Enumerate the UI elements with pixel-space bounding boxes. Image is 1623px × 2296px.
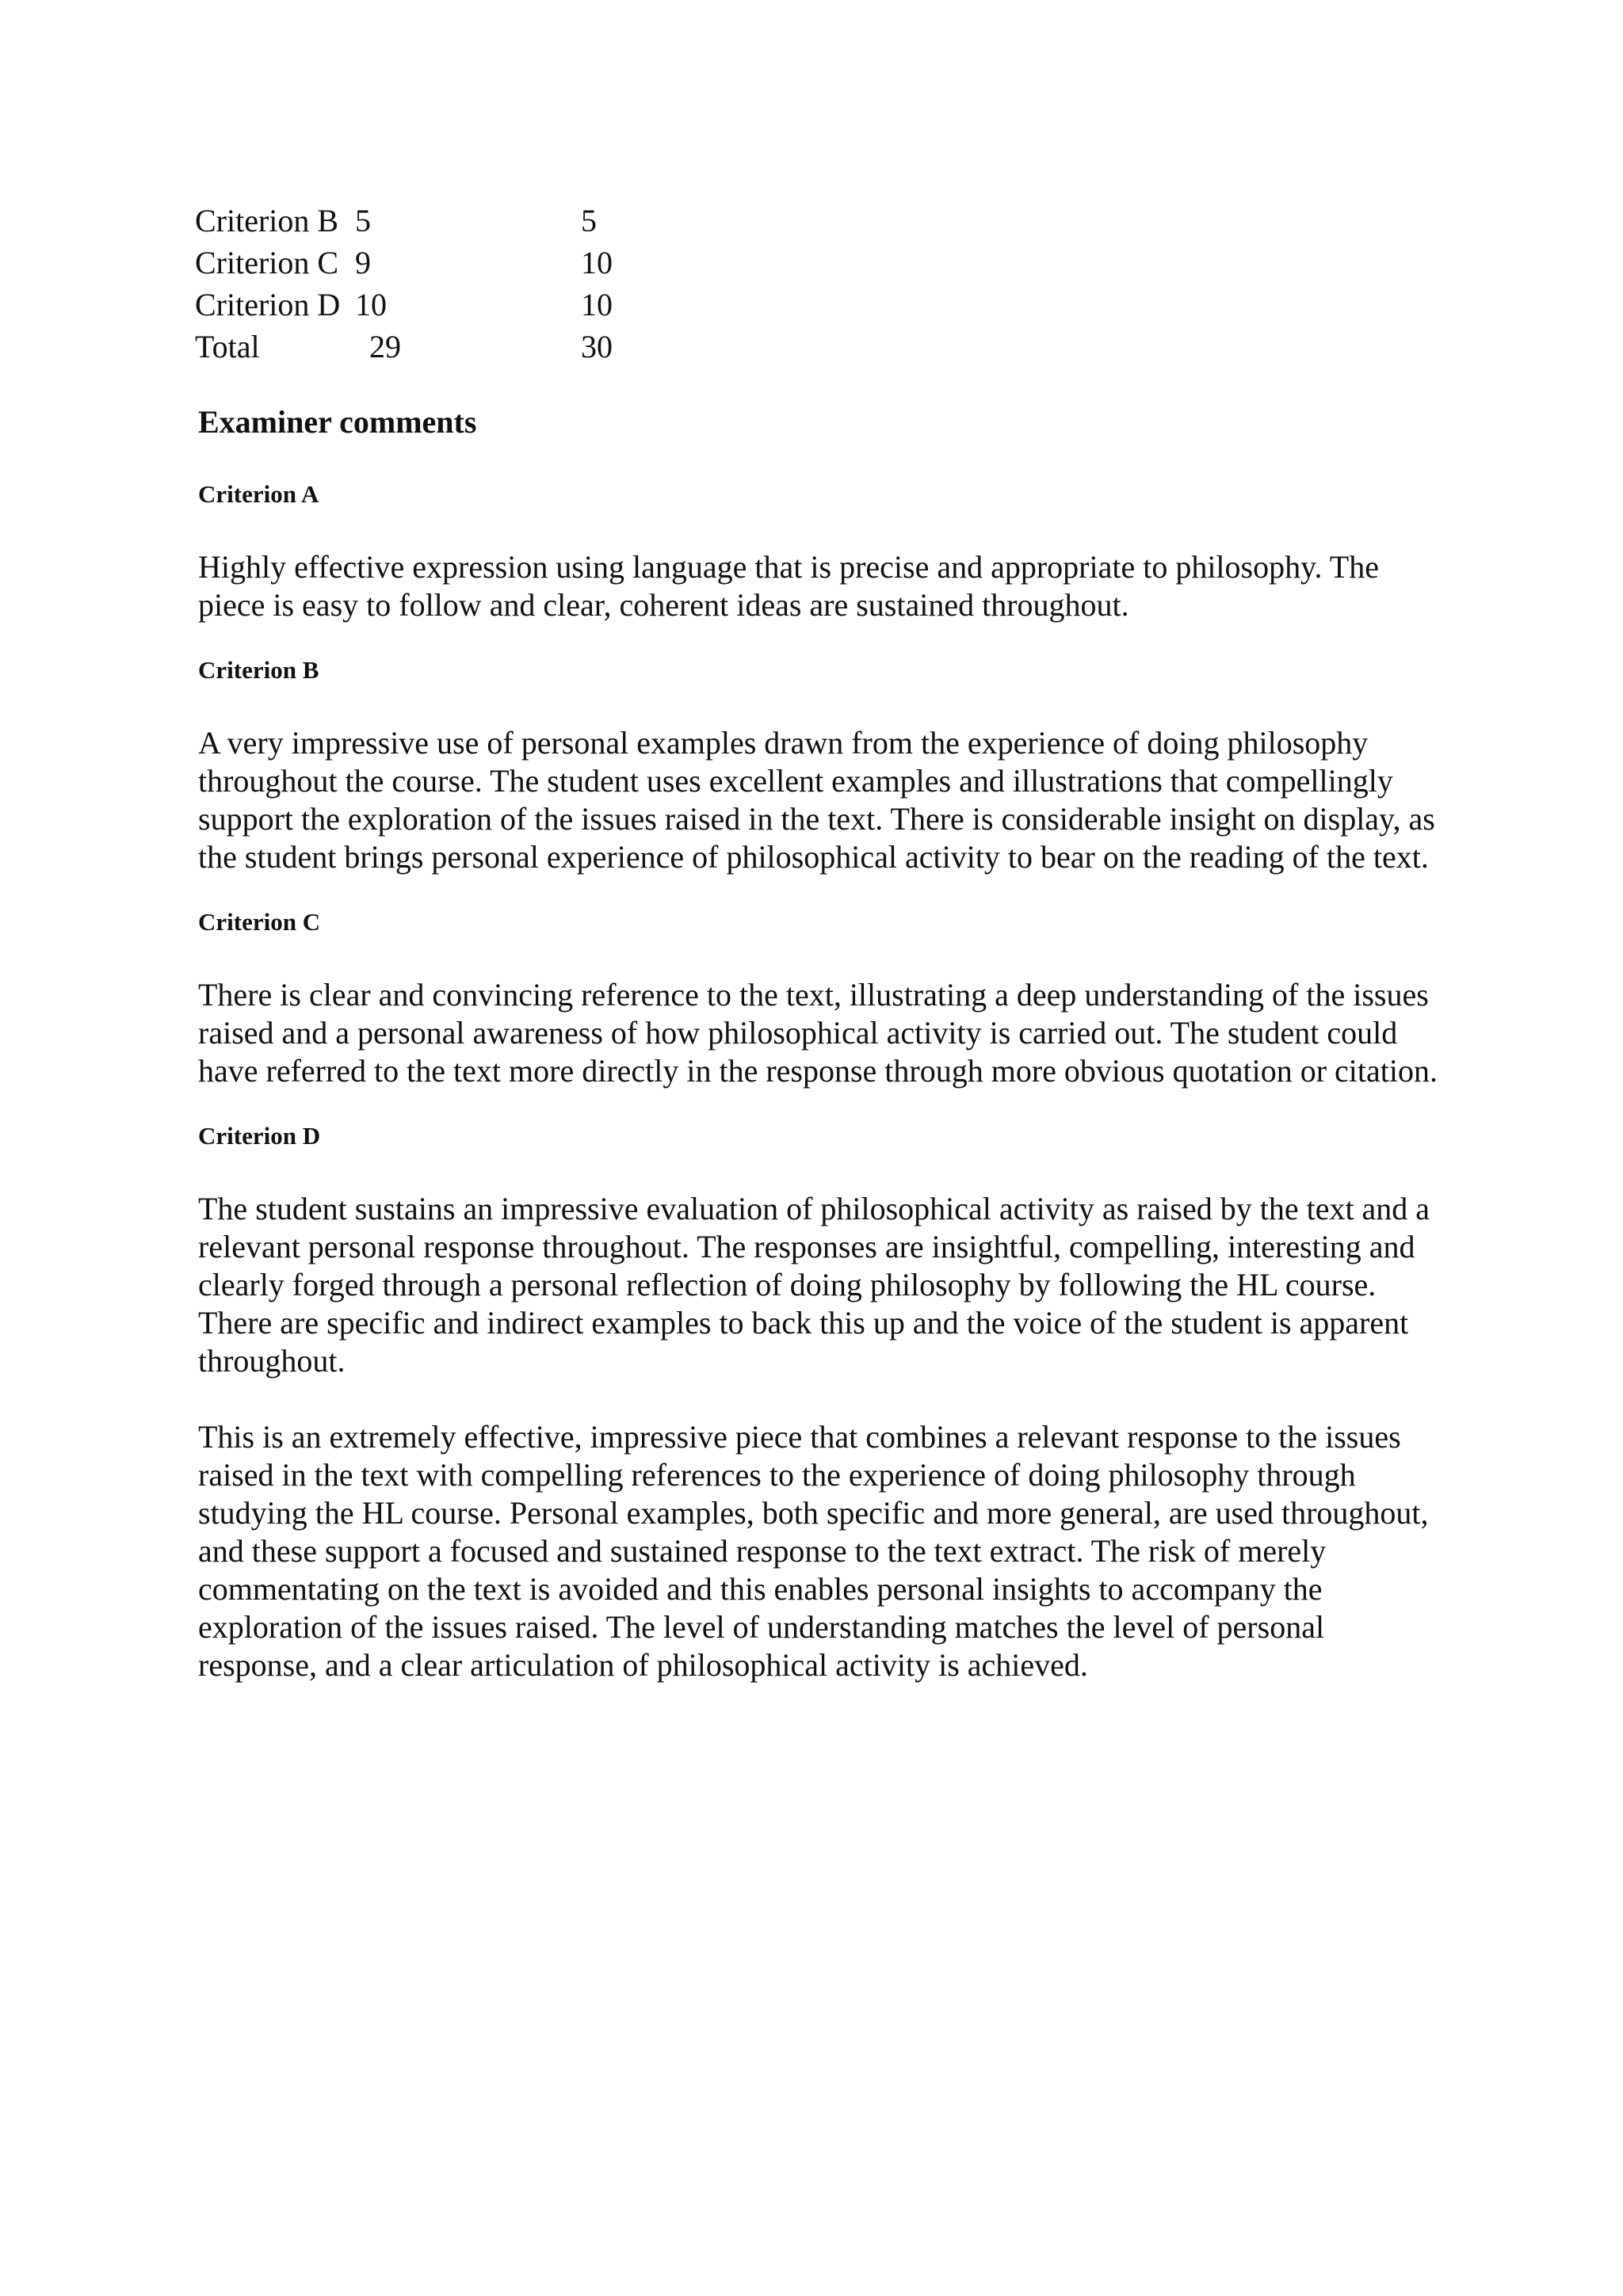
summary-comment: This is an extremely effective, impressive piece that combines a relevant response to the issues raised in the text with compelling references to the experience of doing philosophy through studying the HL course. Personal examples, both specific and more general, are used throughout, and these support a focused and sustained response to the text extract. The risk of merely commentating on the text is avoided and this enables personal insights to accompany the exploration of the issues raised. The level of understanding matches the level of personal response, and a clear articulation of philosophical activity is achieved. bbox=[198, 1419, 1429, 1683]
criterion-c-heading: Criterion C bbox=[198, 908, 321, 936]
total-label: Total bbox=[195, 329, 260, 364]
table-row-total bbox=[195, 326, 676, 368]
criterion-b-heading: Criterion B bbox=[198, 656, 319, 684]
criterion-d-heading: Criterion D bbox=[198, 1122, 321, 1150]
table-row bbox=[195, 284, 676, 326]
criterion-label: Criterion B bbox=[195, 203, 339, 238]
awarded-mark: 9 bbox=[355, 245, 371, 280]
maximum-mark: 5 bbox=[581, 203, 597, 238]
examiner-comments bbox=[198, 402, 1450, 1684]
criterion-a-heading: Criterion A bbox=[198, 480, 319, 508]
examiner-comments-heading: Examiner comments bbox=[198, 404, 477, 440]
criterion-b-comment: A very impressive use of personal examples drawn from the experience of doing philosophy throughout the course. The student uses excellent examples and illustrations that compellingly support the exploration of the issues raised in the text. There is considerable insight on display, as the student brings personal experience of philosophical activity to bear on the reading of the text. bbox=[198, 725, 1435, 875]
criterion-d-comment: The student sustains an impressive evaluation of philosophical activity as raised by the text and a relevant personal response throughout. The responses are insightful, compelling, interesting and clearly forged through a personal reflection of doing philosophy by following the HL course. There are specific and indirect examples to back this up and the voice of the student is apparent throughout. bbox=[198, 1191, 1430, 1379]
maximum-mark: 10 bbox=[581, 245, 613, 280]
criterion-c-comment: There is clear and convincing reference to the text, illustrating a deep understanding of the issues raised and a personal awareness of how philosophical activity is carried out. The student could have referred to the text more directly in the response through more obvious quotation or citation. bbox=[198, 977, 1438, 1089]
table-row bbox=[195, 242, 676, 284]
criterion-label: Criterion D bbox=[195, 287, 341, 322]
criterion-a-comment: Highly effective expression using language that is precise and appropriate to philosophy. The piece is easy to follow and clear, coherent ideas are sustained throughout. bbox=[198, 549, 1379, 623]
criterion-label: Criterion C bbox=[195, 245, 339, 280]
total-maximum-mark: 30 bbox=[581, 329, 613, 364]
maximum-mark: 10 bbox=[581, 287, 613, 322]
table-row bbox=[195, 200, 676, 242]
total-awarded-mark: 29 bbox=[369, 329, 401, 364]
awarded-mark: 10 bbox=[355, 287, 387, 322]
marks-table bbox=[195, 200, 676, 368]
awarded-mark: 5 bbox=[355, 203, 371, 238]
